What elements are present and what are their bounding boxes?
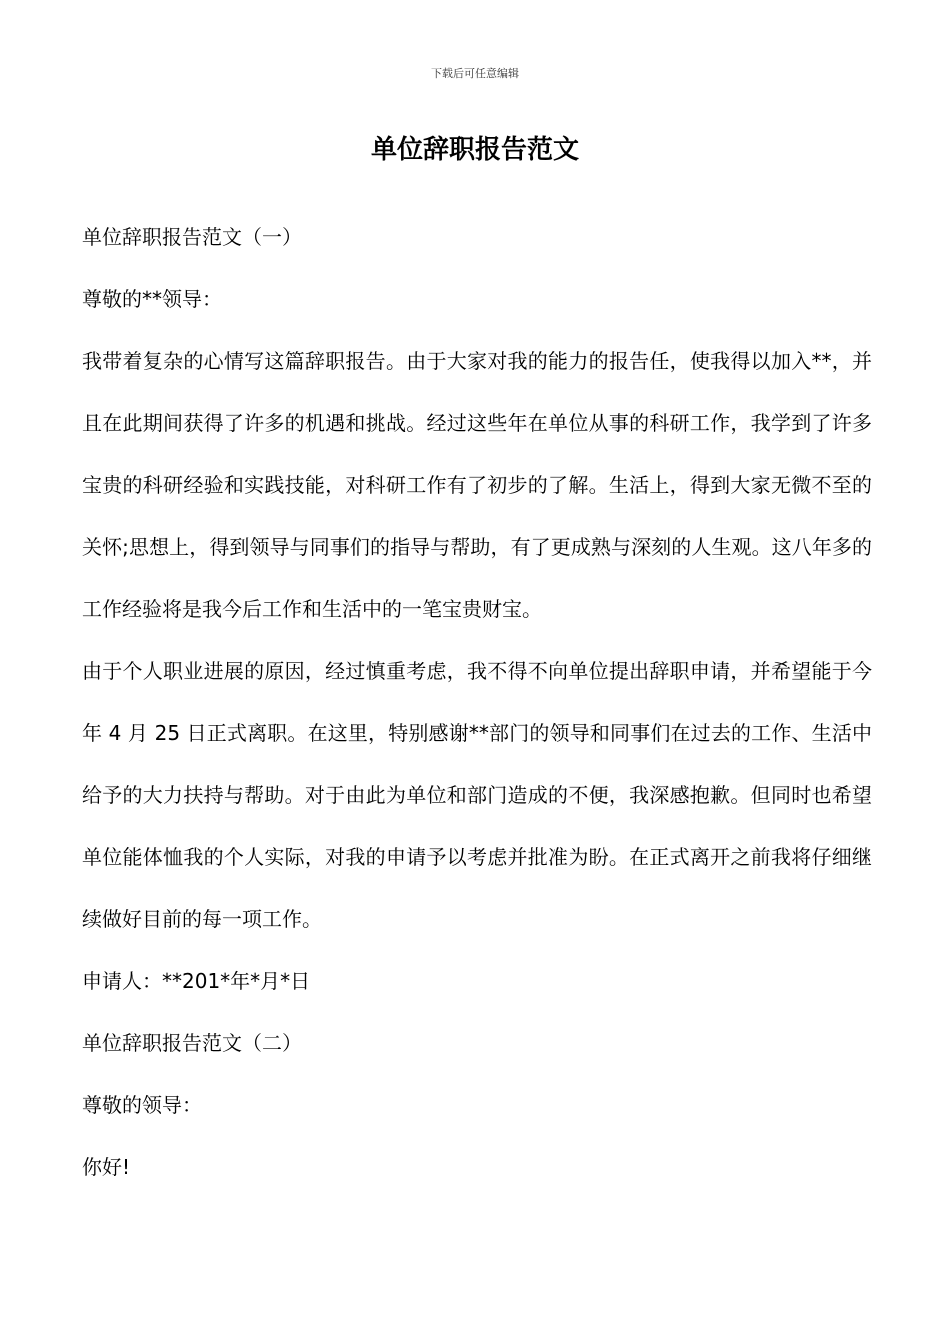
document-title: 单位辞职报告范文 (370, 135, 579, 165)
section-heading-1: 单位辞职报告范文（一） (82, 225, 302, 249)
body-paragraph-2: 由于个人职业进展的原因，经过慎重考虑，我不得不向单位提出辞职申请，并希望能于今年 4 月 25 日正式离职。在这里，特别感谢**部门的领导和同事们在过去的工作、生活中给予的大力扶持与帮助。对于由此为单位和部门造成的不便，我深感抱歉。但同时也希望单位能体恤我的个人实际，对我的申请予以考虑并批准为盼。在正式离开之前我将仔细继续做好目前的每一项工作。 (82, 659, 872, 931)
section-heading-2: 单位辞职报告范文（二） (82, 1031, 302, 1055)
signature-line: 申请人：**201*年*月*日 (82, 969, 311, 993)
salutation-1: 尊敬的**领导： (82, 287, 222, 311)
salutation-2: 尊敬的领导： (82, 1093, 202, 1117)
body-paragraph-1: 我带着复杂的心情写这篇辞职报告。由于大家对我的能力的报告任，使我得以加入**，并且在此期间获得了许多的机遇和挑战。经过这些年在单位从事的科研工作，我学到了许多宝贵的科研经验和实践技能，对科研工作有了初步的了解。生活上，得到大家无微不至的关怀;思想上，得到领导与同事们的指导与帮助，有了更成熟与深刻的人生观。这八年多的工作经验将是我今后工作和生活中的一笔宝贵财宝。 (82, 349, 872, 621)
greeting-line: 你好! (82, 1155, 131, 1179)
header-note: 下载后可任意编辑 (431, 67, 519, 80)
document-body (82, 206, 872, 1198)
